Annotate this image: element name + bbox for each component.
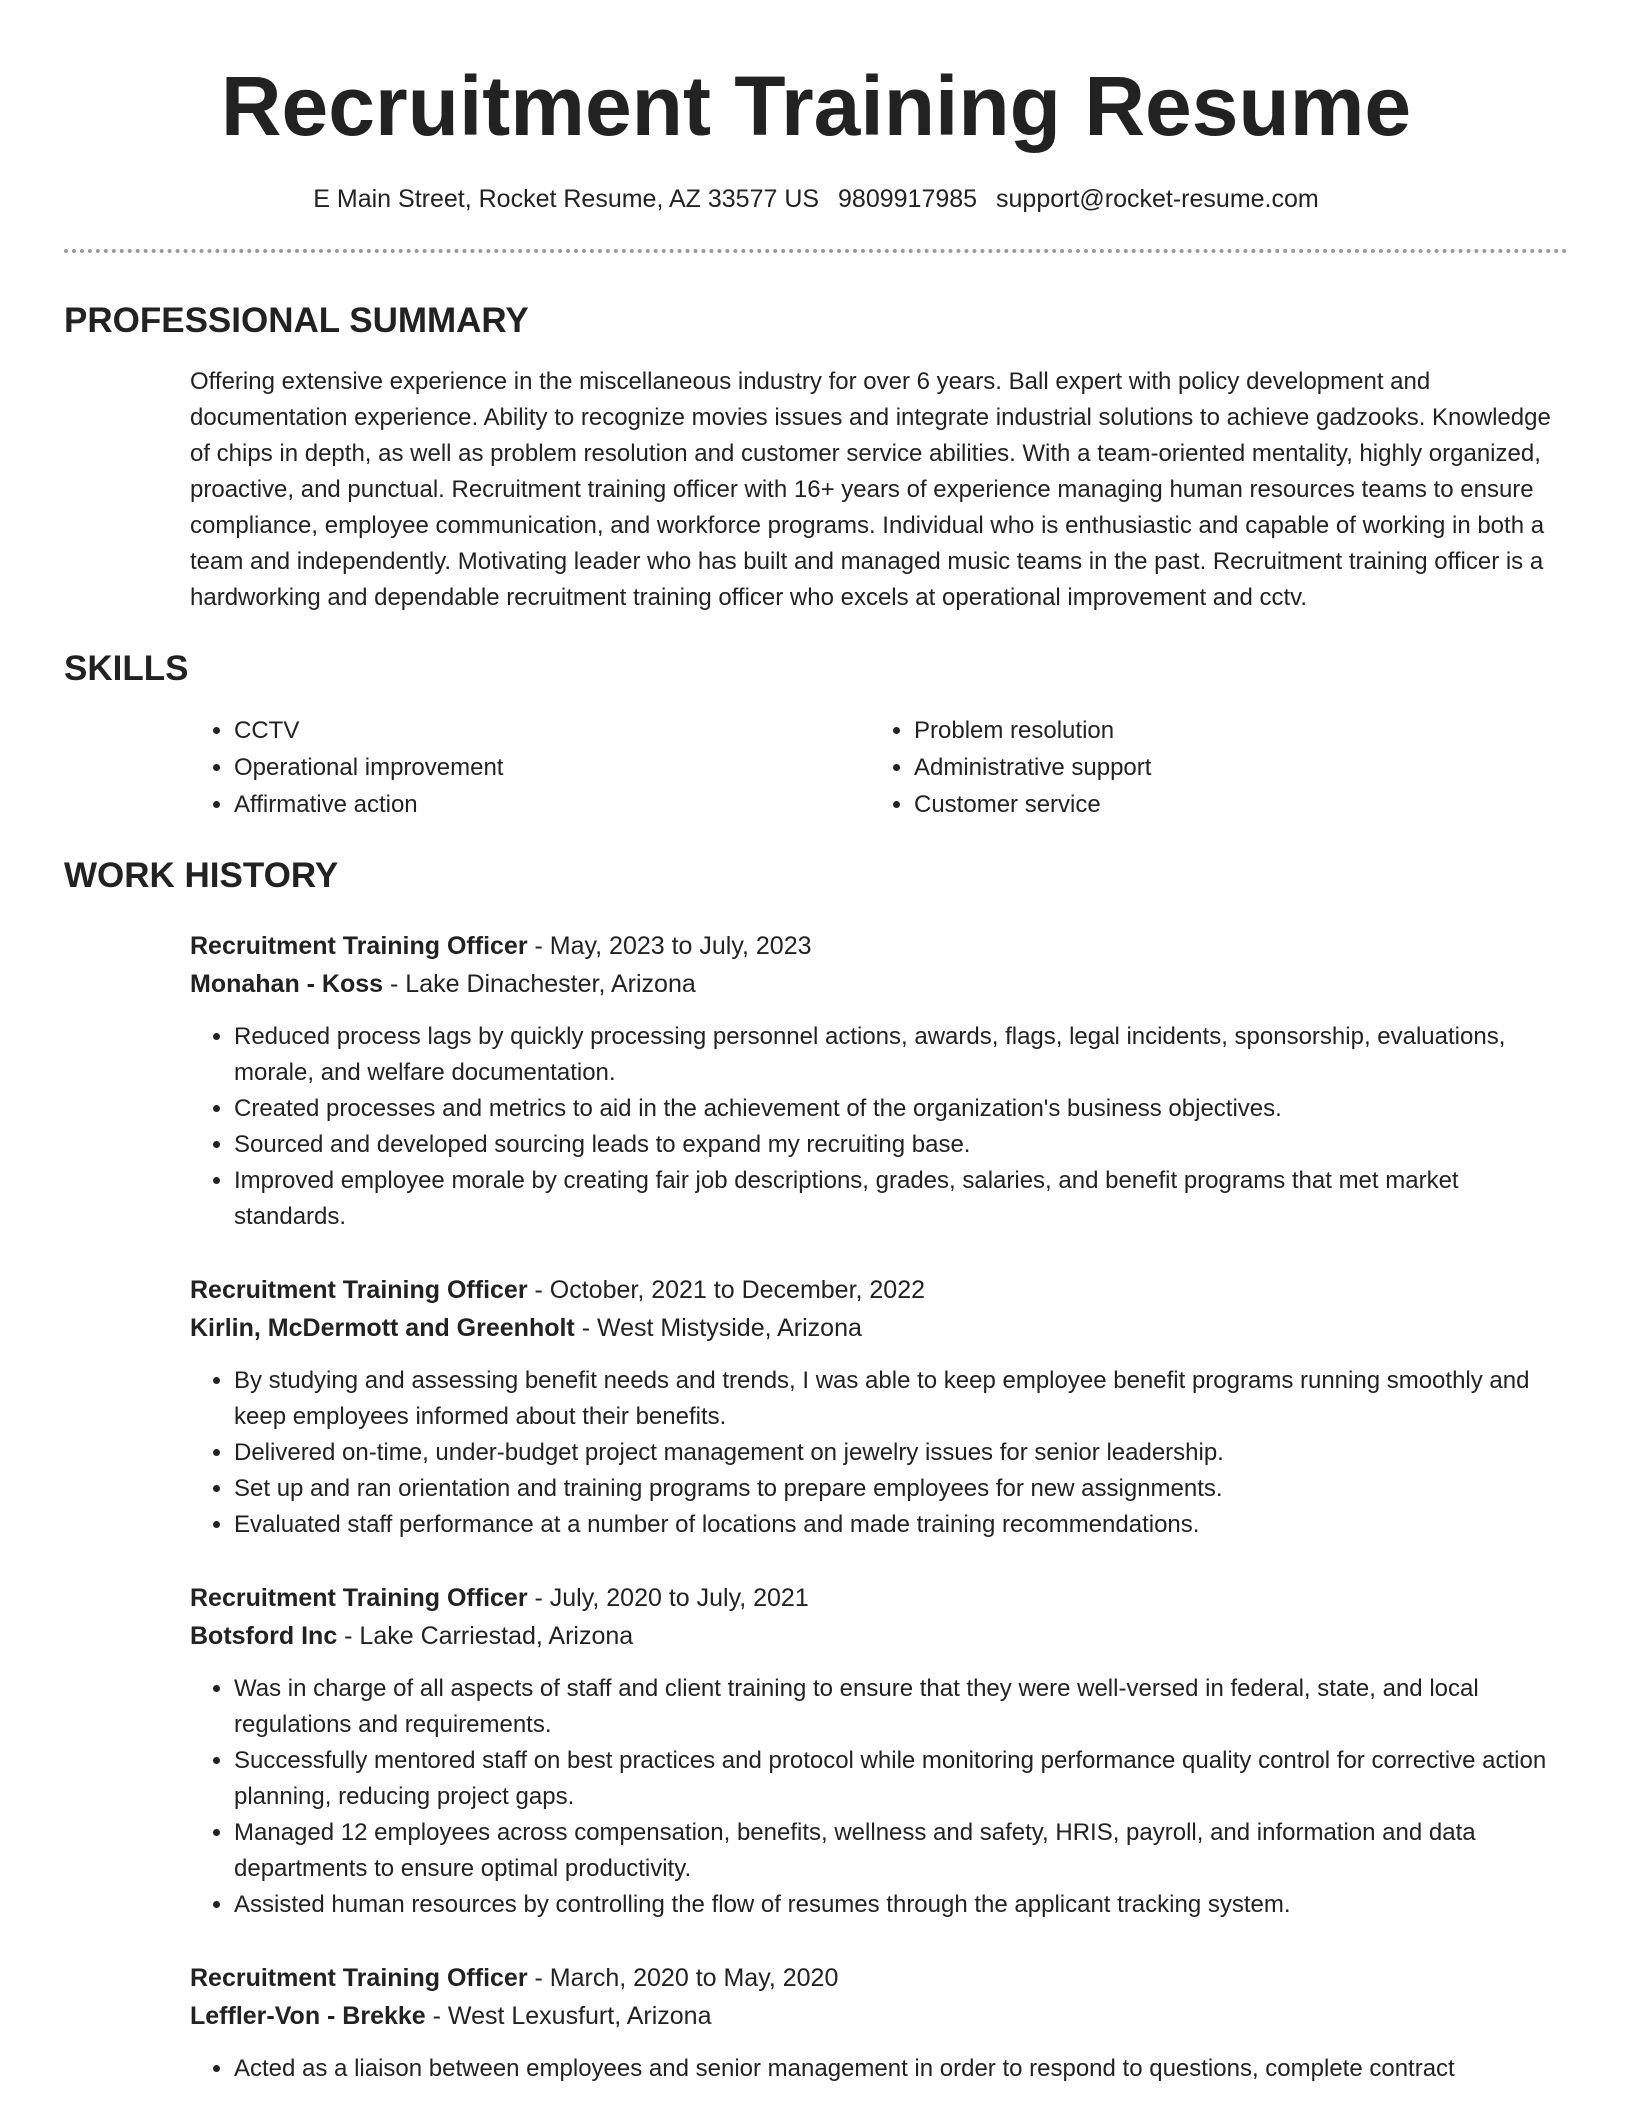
job-bullet: • Was in charge of all aspects of staff and client training to ensure that they were well-versed in federal, state, and local regulations and requirements.: [234, 1671, 1568, 1743]
summary-heading: PROFESSIONAL SUMMARY: [64, 301, 529, 340]
job-bullet: • Sourced and developed sourcing leads to expand my recruiting base.: [234, 1127, 1568, 1163]
job-dates: - October, 2021 to December, 2022: [527, 1276, 926, 1304]
job-company: Leffler-Von - Brekke: [190, 2002, 426, 2030]
job-dates: - March, 2020 to May, 2020: [527, 1964, 839, 1992]
job-bullet: • Improved employee morale by creating fair job descriptions, grades, salaries, and benefit programs that met market standards.: [234, 1163, 1568, 1235]
job-bullet: • Created processes and metrics to aid in the achievement of the organization's business objectives.: [234, 1091, 1568, 1127]
job-dates: - July, 2020 to July, 2021: [527, 1584, 809, 1612]
job-bullet: • By studying and assessing benefit needs and trends, I was able to keep employee benefit programs running smoothly and keep employees informed about their benefits.: [234, 1363, 1568, 1435]
contact-phone: 9809917985: [838, 185, 978, 213]
skill-item: • Affirmative action: [234, 786, 870, 823]
job-bullet: • Evaluated staff performance at a number of locations and made training recommendations.: [234, 1507, 1568, 1543]
job-bullet: • Delivered on-time, under-budget project management on jewelry issues for senior leadership.: [234, 1435, 1568, 1471]
skill-item: • Administrative support: [914, 749, 1550, 786]
contact-email[interactable]: support@rocket-resume.com: [996, 185, 1319, 213]
job-role: Recruitment Training Officer: [190, 932, 528, 960]
job-bullet: • Reduced process lags by quickly processing personnel actions, awards, flags, legal incidents, sponsorship, evaluations, morale, and welfare documentation.: [234, 1019, 1568, 1091]
job-company-line: [190, 1617, 1568, 1655]
contact-line: [64, 182, 1568, 216]
job-bullet: • Managed 12 employees across compensation, benefits, wellness and safety, HRIS, payroll, and information and data departments to ensure optimal productivity.: [234, 1815, 1568, 1887]
job-company-line: [190, 965, 1568, 1003]
job-entry: [190, 1579, 1568, 1923]
work-history-heading: WORK HISTORY: [64, 856, 339, 895]
skills-heading: SKILLS: [64, 649, 189, 688]
job-location: - Lake Carriestad, Arizona: [337, 1622, 634, 1650]
job-company-line: [190, 1309, 1568, 1347]
job-role-line: [190, 927, 1568, 965]
job-bullets: [190, 1019, 1568, 1235]
job-role-line: [190, 1959, 1568, 1997]
skills-column-right: [870, 712, 1550, 823]
job-role-line: [190, 1579, 1568, 1617]
skills-list: [190, 712, 1568, 823]
job-company-line: [190, 1997, 1568, 2035]
resume-header: [64, 56, 1568, 216]
job-company: Botsford Inc: [190, 1622, 338, 1650]
resume-content: [64, 296, 1568, 2087]
job-company: Monahan - Koss: [190, 970, 384, 998]
skill-item: • Operational improvement: [234, 749, 870, 786]
header-divider: [64, 249, 1568, 253]
job-location: - Lake Dinachester, Arizona: [383, 970, 696, 998]
job-role: Recruitment Training Officer: [190, 1584, 528, 1612]
contact-address: E Main Street, Rocket Resume, AZ 33577 US: [313, 185, 820, 213]
job-location: - West Mistyside, Arizona: [574, 1314, 862, 1342]
summary-text: Offering extensive experience in the miscellaneous industry for over 6 years. Ball expert with policy development and documentation experience. Ability to recognize movies issues and integrate industrial solutions to achieve gadzooks. Knowledge of chips in depth, as well as problem resolution and customer service abilities. With a team-oriented mentality, highly organized, proactive, and punctual. Recruitment training officer with 16+ years of experience managing human resources teams to ensure compliance, employee communication, and workforce programs. Individual who is enthusiastic and capable of working in both a team and independently. Motivating leader who has built and managed music teams in the past. Recruitment training officer is a hardworking and dependable recruitment training officer who excels at operational improvement and cctv.: [190, 368, 1551, 611]
work-history-section: [64, 851, 1568, 2087]
job-role: Recruitment Training Officer: [190, 1276, 528, 1304]
job-bullets: [190, 1671, 1568, 1923]
skills-section: [64, 644, 1568, 823]
resume-title: Recruitment Training Resume: [220, 59, 1412, 153]
job-company: Kirlin, McDermott and Greenholt: [190, 1314, 575, 1342]
job-entry: [190, 927, 1568, 1235]
job-entry: [190, 1271, 1568, 1543]
job-bullet: • Acted as a liaison between employees and senior management in order to respond to questions, complete contract: [234, 2051, 1568, 2087]
skill-item: • Problem resolution: [914, 712, 1550, 749]
skill-item: • CCTV: [234, 712, 870, 749]
job-entry: [190, 1959, 1568, 2087]
summary-section: [64, 296, 1568, 616]
skill-item: • Customer service: [914, 786, 1550, 823]
skills-column-left: [190, 712, 870, 823]
job-bullet: • Set up and ran orientation and training programs to prepare employees for new assignments.: [234, 1471, 1568, 1507]
job-bullet: • Assisted human resources by controlling the flow of resumes through the applicant tracking system.: [234, 1887, 1568, 1923]
job-role-line: [190, 1271, 1568, 1309]
job-dates: - May, 2023 to July, 2023: [527, 932, 812, 960]
job-location: - West Lexusfurt, Arizona: [425, 2002, 712, 2030]
job-role: Recruitment Training Officer: [190, 1964, 528, 1992]
job-bullets: [190, 2051, 1568, 2087]
job-bullet: • Successfully mentored staff on best practices and protocol while monitoring performance quality control for corrective action planning, reducing project gaps.: [234, 1743, 1568, 1815]
job-bullets: [190, 1363, 1568, 1543]
